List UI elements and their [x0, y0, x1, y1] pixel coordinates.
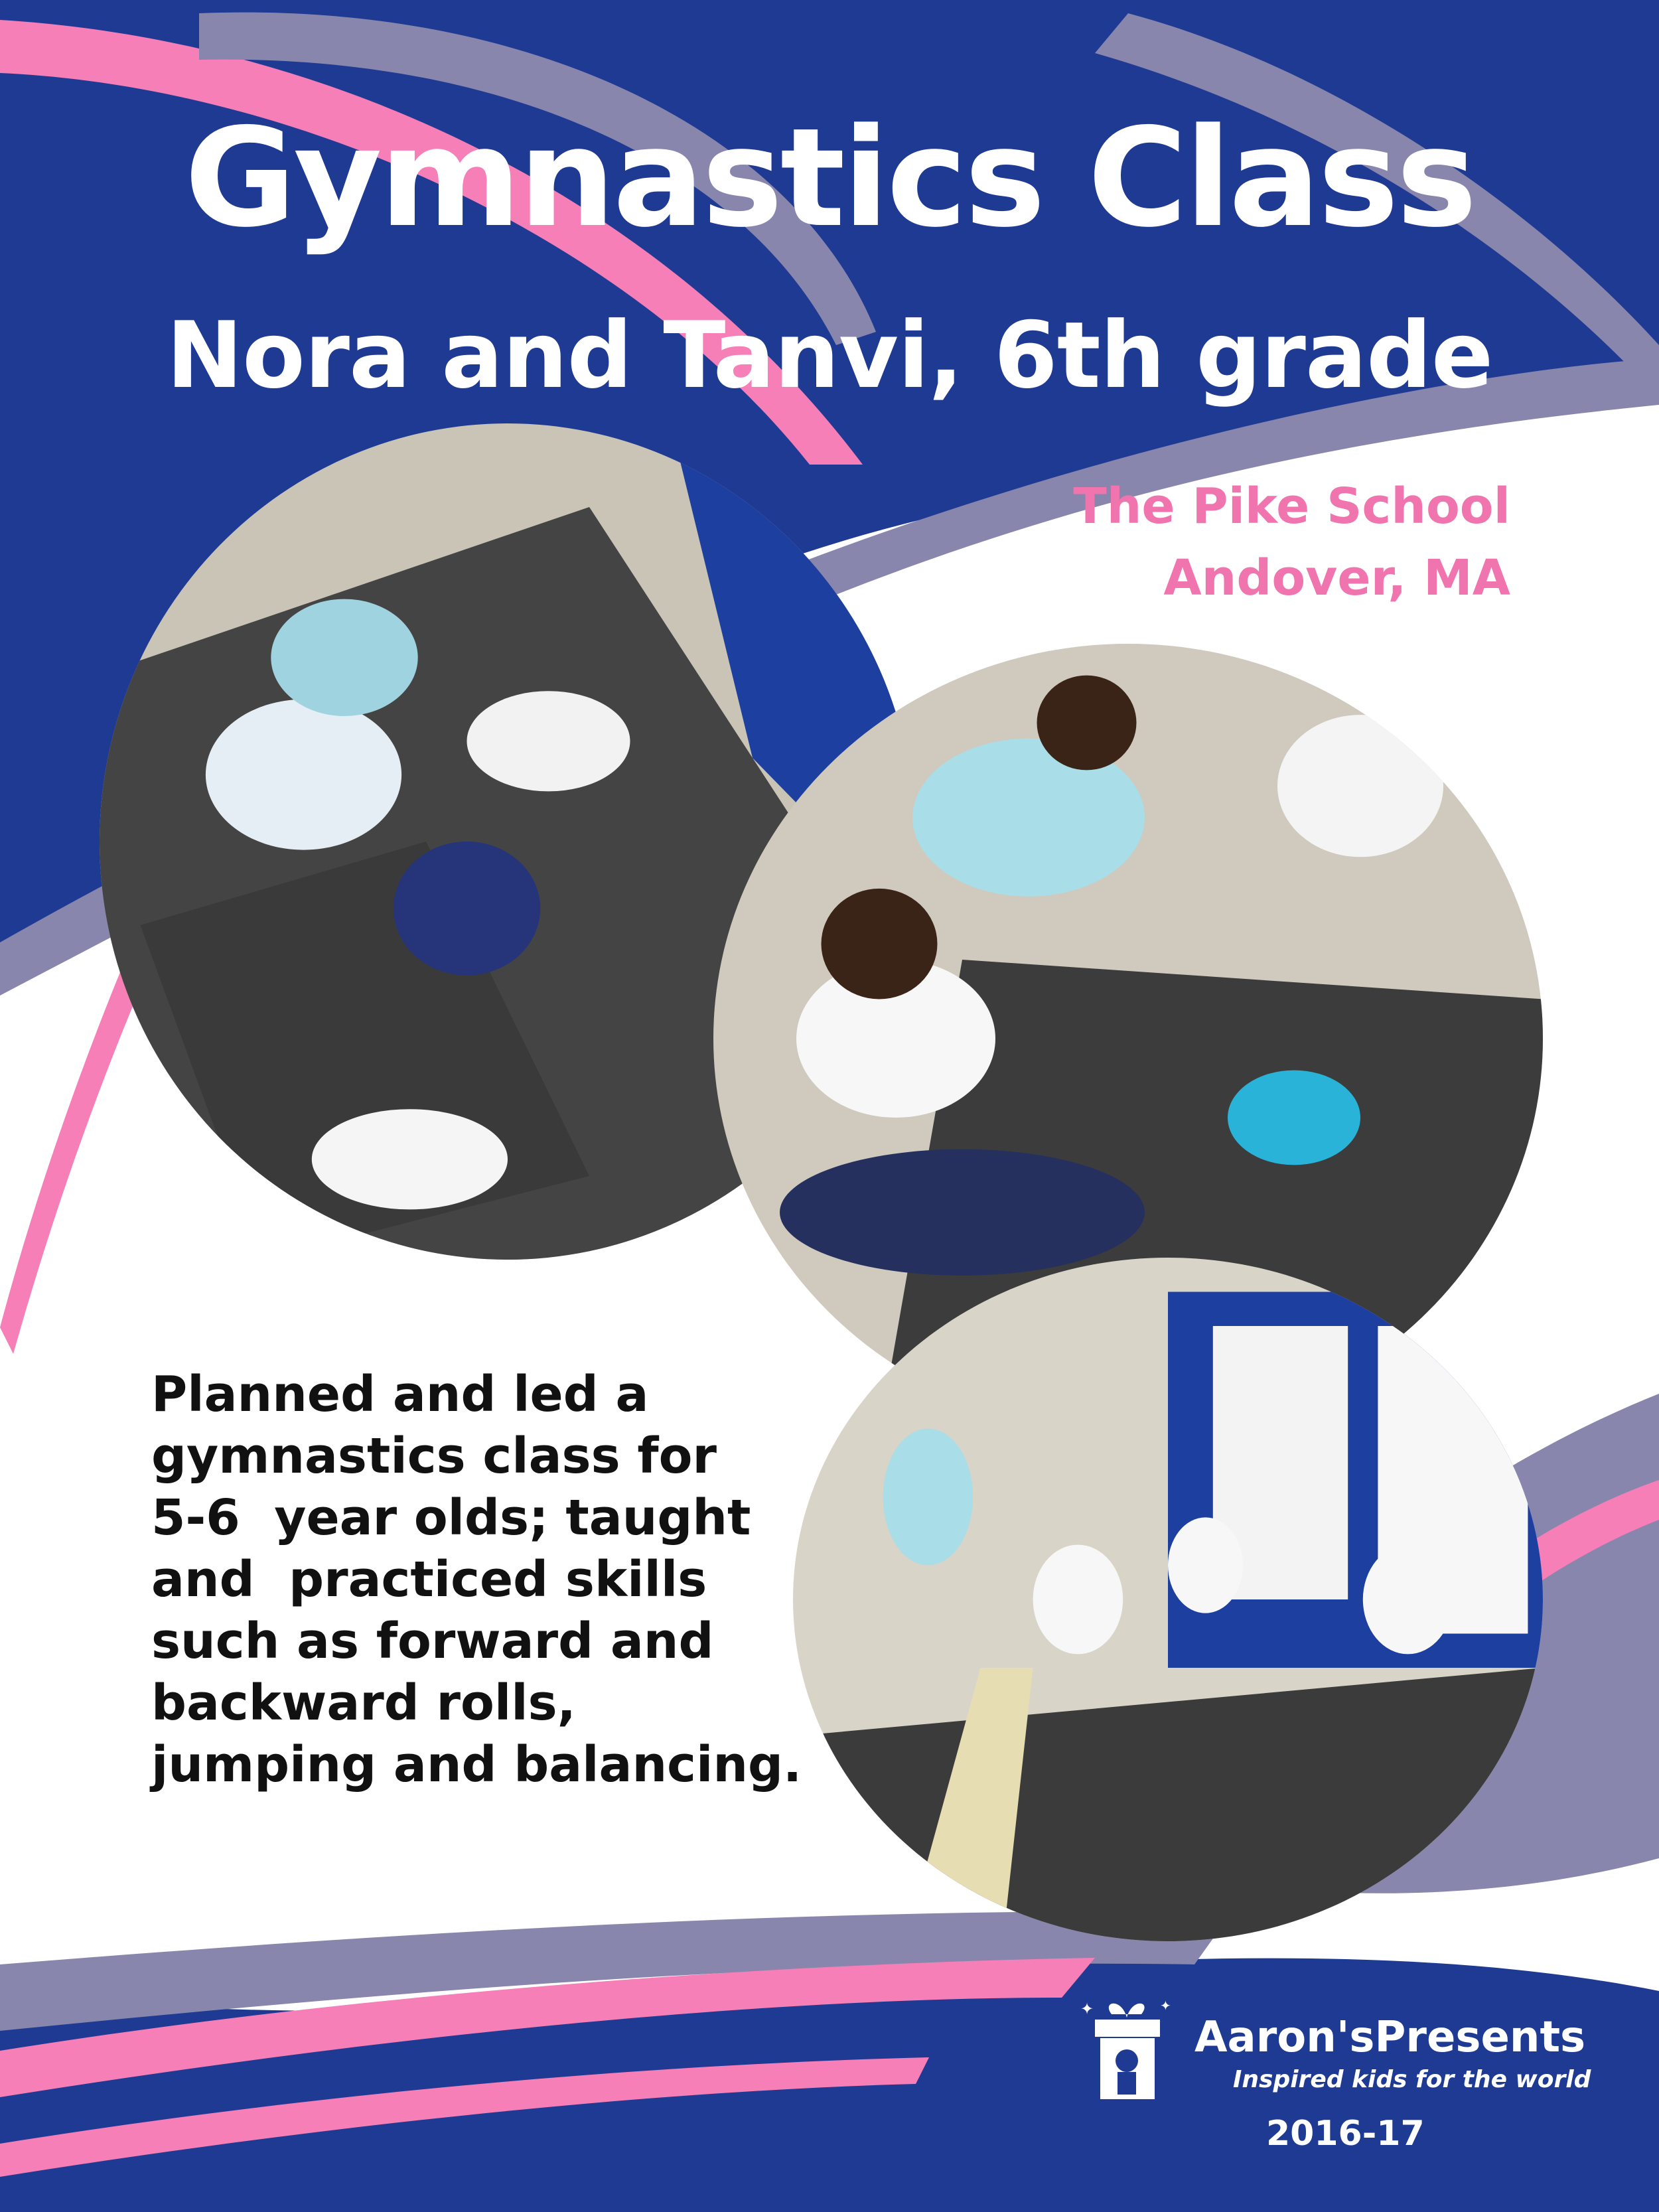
- aarons-presents-logo: [1075, 1981, 1591, 2180]
- project-description: [151, 1364, 815, 1796]
- description-line: backward rolls,: [151, 1674, 576, 1732]
- page-title: Gymnastics Class: [184, 100, 1475, 258]
- description-line: gymnastics class for: [151, 1428, 717, 1485]
- gift-box-icon: [1075, 1994, 1181, 2107]
- description-line: Planned and led a: [151, 1366, 649, 1423]
- logo-tagline: Inspired kids for the world: [1233, 2066, 1591, 2093]
- photo-balance-beam-walk: [793, 1258, 1543, 1941]
- description-line: jumping and balancing.: [151, 1736, 802, 1793]
- svg-text:✦: ✦: [1160, 1998, 1171, 2014]
- description-line: 5-6 year olds; taught: [151, 1489, 751, 1546]
- school-location: Andover, MA: [1163, 550, 1510, 607]
- logo-name: Aaron'sPresents: [1194, 2013, 1586, 2062]
- logo-year: 2016-17: [1266, 2114, 1425, 2154]
- svg-text:✦: ✦: [1080, 2000, 1094, 2018]
- page-subtitle: Nora and Tanvi, 6th grade: [166, 302, 1493, 409]
- description-line: such as forward and: [151, 1613, 714, 1670]
- description-line: and practiced skills: [151, 1551, 707, 1608]
- school-name: The Pike School: [1073, 478, 1510, 535]
